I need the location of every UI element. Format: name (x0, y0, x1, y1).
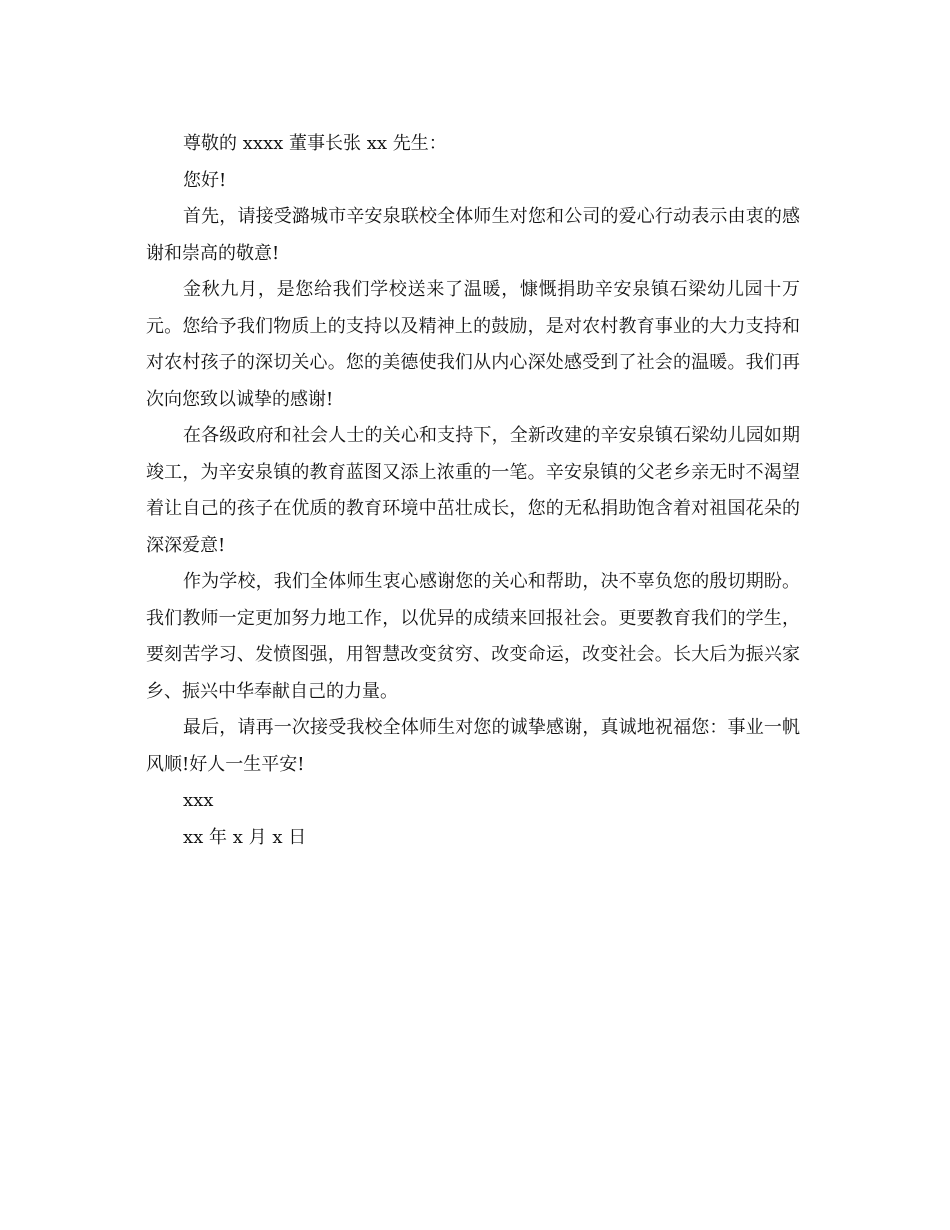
paragraph-commitment: 作为学校，我们全体师生衷心感谢您的关心和帮助，决不辜负您的殷切期盼。我们教师一定更加努力地工作，以优异的成绩来回报社会。更要教育我们的学生，要刻苦学习、发愤图强，用智慧改变贫穷、改变命运，改变社会。长大后为振兴家乡、振兴中华奉献自己的力量。 (146, 571, 800, 702)
signature: xxx (183, 790, 214, 811)
salutation: 尊敬的 xxxx 董事长张 xx 先生： (183, 133, 447, 154)
letter-body (146, 126, 800, 856)
greeting: 您好! (183, 169, 227, 191)
paragraph-closing: 最后，请再一次接受我校全体师生对您的诚挚感谢，真诚地祝福您：事业一帆风顺!好人一生平安! (146, 717, 800, 775)
paragraph-kindergarten: 在各级政府和社会人士的关心和支持下，全新改建的辛安泉镇石梁幼儿园如期竣工，为辛安泉镇的教育蓝图又添上浓重的一笔。辛安泉镇的父老乡亲无时不渴望着让自己的孩子在优质的教育环境中茁壮成长，您的无私捐助饱含着对祖国花朵的深深爱意! (146, 425, 800, 556)
paragraph-donation: 金秋九月，是您给我们学校送来了温暖，慷慨捐助辛安泉镇石梁幼儿园十万元。您给予我们物质上的支持以及精神上的鼓励，是对农村教育事业的大力支持和对农村孩子的深切关心。您的美德使我们从内心深处感受到了社会的温暖。我们再次向您致以诚挚的感谢! (146, 279, 800, 410)
date: xx 年 x 月 x 日 (183, 826, 307, 848)
paragraph-thanks: 首先，请接受潞城市辛安泉联校全体师生对您和公司的爱心行动表示由衷的感谢和崇高的敬意! (146, 206, 800, 264)
